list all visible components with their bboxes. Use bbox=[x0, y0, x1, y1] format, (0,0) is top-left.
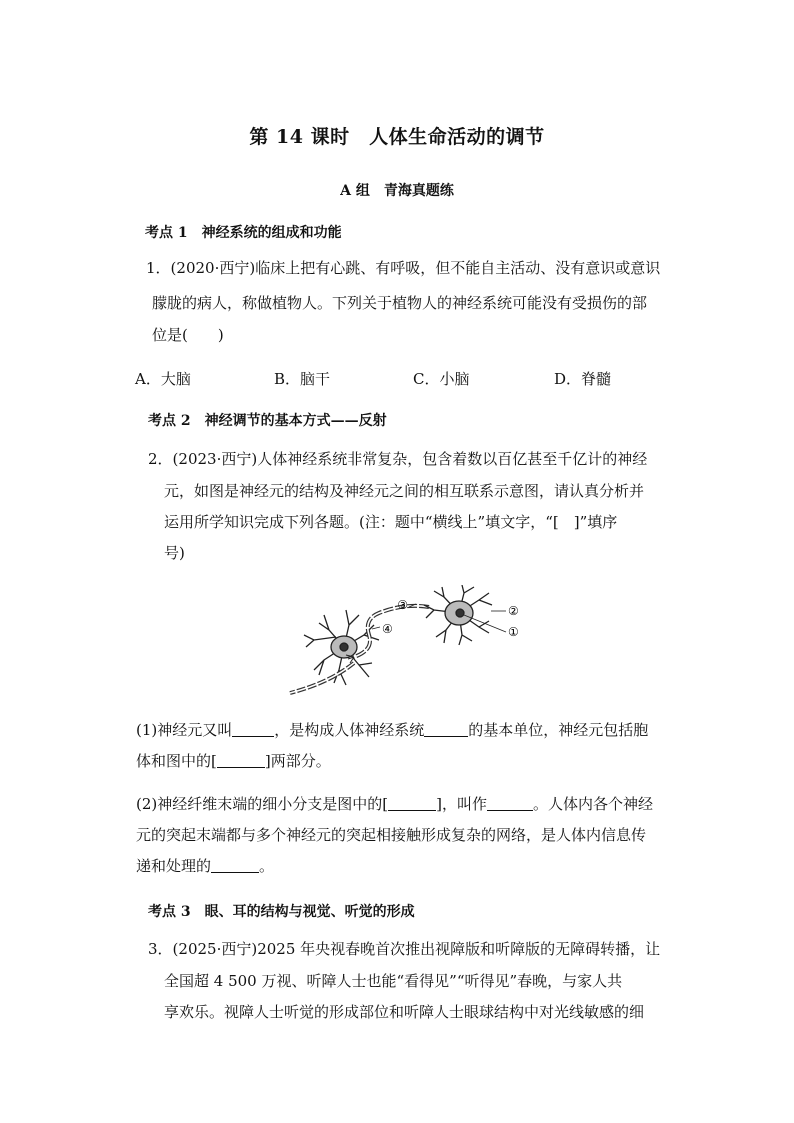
q2-sub1-text-a: (1)神经元又叫 bbox=[136, 721, 233, 739]
q2-sub2-text-f: 。 bbox=[259, 857, 275, 875]
q1-line-3: 位是( ) bbox=[152, 326, 224, 344]
q2-sub2-line-2: 元的突起末端都与多个神经元的突起相接触形成复杂的网络，是人体内信息传 bbox=[136, 826, 647, 844]
kaodian-3-heading: 考点 3 眼、耳的结构与视觉、听觉的形成 bbox=[148, 904, 415, 920]
q3-line-3: 享欢乐。视障人士听觉的形成部位和听障人士眼球结构中对光线敏感的细 bbox=[164, 1003, 645, 1021]
q2-sub2-line-1 bbox=[136, 789, 653, 820]
q1-option-c: C．小脑 bbox=[413, 370, 470, 388]
q2-sub2-text-a: (2)神经纤维末端的细小分支是图中的[ bbox=[136, 795, 389, 813]
q2-sub2-text-e: 递和处理的 bbox=[136, 857, 212, 875]
q1-option-a: A．大脑 bbox=[135, 370, 191, 388]
label-4: ④ bbox=[382, 622, 393, 636]
q1-line-1: 1．(2020·西宁)临床上把有心跳、有呼吸，但不能自主活动、没有意识或意识 bbox=[146, 259, 661, 277]
answer-blank-2[interactable] bbox=[424, 722, 468, 737]
q2-sub2-text-c: 。人体内各个神经 bbox=[532, 795, 653, 813]
q2-sub1-line-1 bbox=[136, 715, 648, 746]
answer-blank-5[interactable] bbox=[487, 796, 533, 811]
q3-line-2: 全国超 4 500 万视、听障人士也能“看得见”“听得见”春晚，与家人共 bbox=[164, 972, 623, 990]
q3-line-1: 3．(2025·西宁)2025 年央视春晚首次推出视障版和听障版的无障碍转播，让 bbox=[148, 940, 661, 958]
q1-option-b: B．脑干 bbox=[274, 370, 331, 388]
q2-sub1-text-e: ]两部分。 bbox=[264, 752, 331, 770]
answer-blank-1[interactable] bbox=[232, 722, 274, 737]
q2-line-1: 2．(2023·西宁)人体神经系统非常复杂，包含着数以百亿甚至千亿计的神经 bbox=[148, 450, 648, 468]
q2-sub1-line-2 bbox=[136, 746, 331, 777]
q2-sub1-text-b: ，是构成人体神经系统 bbox=[274, 721, 425, 739]
q2-sub1-text-c: 的基本单位，神经元包括胞 bbox=[468, 721, 649, 739]
group-heading: A 组 青海真题练 bbox=[340, 183, 454, 199]
kaodian-1-heading: 考点 1 神经系统的组成和功能 bbox=[145, 225, 342, 241]
neuron-diagram bbox=[284, 585, 524, 697]
q2-sub2-line-3 bbox=[136, 851, 274, 882]
label-3: ③ bbox=[397, 598, 408, 612]
q2-sub1-text-d: 体和图中的[ bbox=[136, 752, 217, 770]
page-title: 第 14 课时 人体生命活动的调节 bbox=[249, 126, 545, 148]
label-1: ① bbox=[508, 625, 519, 639]
right-neuron bbox=[424, 585, 492, 645]
q2-line-4: 号) bbox=[164, 544, 185, 562]
answer-blank-3[interactable] bbox=[217, 753, 265, 768]
q2-sub2-text-b: ]，叫作 bbox=[436, 795, 487, 813]
q1-option-d: D．脊髓 bbox=[554, 370, 612, 388]
q2-line-3: 运用所学知识完成下列各题。(注：题中“横线上”填文字，“[ ]”填序 bbox=[164, 513, 618, 531]
answer-blank-6[interactable] bbox=[211, 858, 259, 873]
label-2: ② bbox=[508, 604, 519, 618]
q1-line-2: 朦胧的病人，称做植物人。下列关于植物人的神经系统可能没有受损伤的部 bbox=[152, 294, 648, 312]
kaodian-2-heading: 考点 2 神经调节的基本方式——反射 bbox=[148, 413, 387, 429]
q2-line-2: 元，如图是神经元的结构及神经元之间的相互联系示意图，请认真分析并 bbox=[164, 482, 645, 500]
answer-blank-4[interactable] bbox=[388, 796, 436, 811]
